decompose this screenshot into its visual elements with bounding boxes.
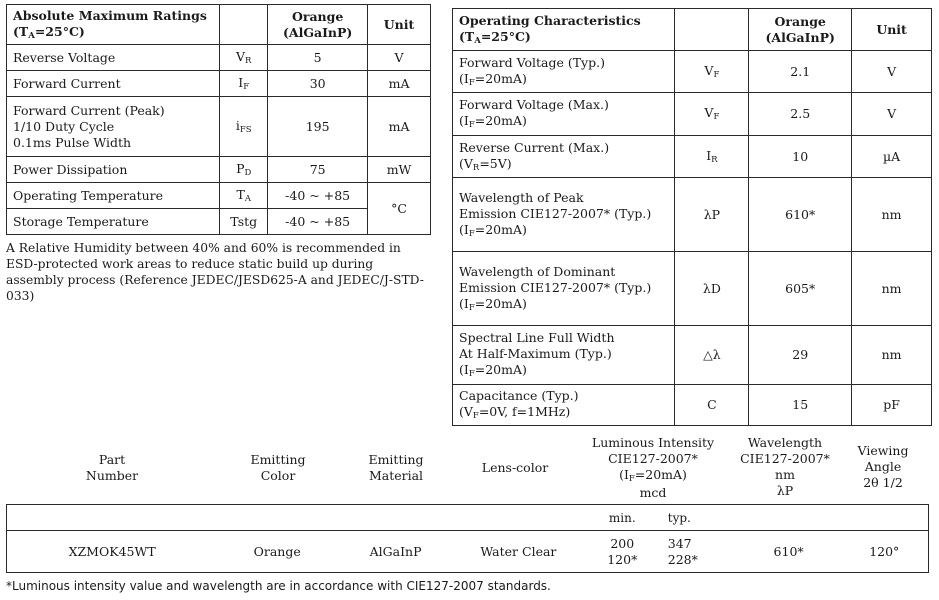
abs-param: Operating Temperature [7, 183, 220, 209]
part-selection-table [6, 504, 929, 573]
abs-param: Forward Current [7, 71, 220, 97]
lens-color: Water Clear [480, 543, 557, 559]
abs-value: -40 ~ +85 [268, 209, 368, 235]
absolute-maximum-ratings-table [6, 4, 431, 235]
abs-symbol: VR [220, 45, 268, 71]
abs-param: Power Dissipation [7, 157, 220, 183]
abs-symbol: PD [220, 157, 268, 183]
peak-wavelength: 610* [773, 543, 804, 559]
part-number: XZMOK45WT [68, 543, 156, 559]
abs-value: 5 [268, 45, 368, 71]
abs-param: Storage Temperature [7, 209, 220, 235]
op-col-unit: Unit [852, 9, 932, 51]
op-value: 610* [749, 178, 852, 252]
op-param: Spectral Line Full Width At Half-Maximum (Typ.) (IF=20mA) [453, 326, 675, 385]
col-typ: typ. [667, 510, 691, 525]
abs-value: -40 ~ +85 [268, 183, 368, 209]
op-value: 2.5 [749, 93, 852, 136]
abs-unit: mA [368, 97, 431, 157]
op-value: 29 [749, 326, 852, 385]
op-unit: nm [852, 252, 932, 326]
op-unit: pF [852, 385, 932, 426]
abs-unit: mW [368, 157, 431, 183]
operating-characteristics-table [452, 8, 932, 426]
luminous-typ: 347 228* [667, 535, 698, 567]
op-symbol: λP [675, 178, 749, 252]
abs-value: 75 [268, 157, 368, 183]
abs-symbol: TA [220, 183, 268, 209]
op-value: 605* [749, 252, 852, 326]
abs-unit: °C [368, 183, 431, 235]
op-unit: µA [852, 136, 932, 178]
op-symbol: VF [675, 93, 749, 136]
op-unit: nm [852, 326, 932, 385]
table-row [7, 531, 929, 573]
op-symbol: λD [675, 252, 749, 326]
subhead-spacer [7, 505, 583, 531]
abs-unit: mA [368, 71, 431, 97]
op-param: Capacitance (Typ.) (VF=0V, f=1MHz) [453, 385, 675, 426]
abs-symbol: Tstg [220, 209, 268, 235]
col-wavelength: Wavelength CIE127-2007* nm λP [740, 435, 830, 498]
col-min: min. [608, 510, 636, 525]
abs-param: Forward Current (Peak) 1/10 Duty Cycle 0.1ms Pulse Width [7, 97, 220, 157]
abs-unit: V [368, 45, 431, 71]
op-unit: nm [852, 178, 932, 252]
subhead-spacer-right [737, 505, 929, 531]
op-param: Wavelength of Dominant Emission CIE127-2007* (Typ.) (IF=20mA) [453, 252, 675, 326]
col-emitting-material: Emitting Material [368, 452, 424, 483]
op-unit: V [852, 51, 932, 93]
op-value: 2.1 [749, 51, 852, 93]
col-luminous-intensity: Luminous Intensity CIE127-2007* (IF=20mA) mcd [591, 435, 715, 500]
abs-col-unit: Unit [368, 5, 431, 45]
abs-col-orange: Orange (AlGaInP) [268, 5, 368, 45]
footnote: *Luminous intensity value and wavelength are in accordance with CIE127-2007 standards. [6, 579, 551, 593]
parts-header [0, 435, 939, 500]
op-symbol: △λ [675, 326, 749, 385]
abs-value: 30 [268, 71, 368, 97]
op-unit: V [852, 93, 932, 136]
op-table-title: Operating Characteristics (TA=25°C) [453, 9, 675, 51]
col-part-number: Part Number [85, 452, 139, 483]
op-value: 15 [749, 385, 852, 426]
viewing-angle: 120° [869, 543, 900, 559]
op-param: Forward Voltage (Max.) (IF=20mA) [453, 93, 675, 136]
emitting-material: AlGaInP [369, 543, 422, 559]
col-viewing-angle: Viewing Angle 2θ 1/2 [857, 443, 909, 490]
col-emitting-color: Emitting Color [250, 452, 306, 483]
abs-table-spacer [220, 5, 268, 45]
op-param: Reverse Current (Max.) (VR=5V) [453, 136, 675, 178]
op-col-orange: Orange (AlGaInP) [749, 9, 852, 51]
esd-note: A Relative Humidity between 40% and 60% is recommended in ESD-protected work areas to reduce static build up during assembly process (Reference JEDEC/JESD625-A and JEDEC/J-STD-033) [6, 241, 424, 303]
abs-symbol: IF [220, 71, 268, 97]
op-value: 10 [749, 136, 852, 178]
op-table-spacer [675, 9, 749, 51]
abs-param: Reverse Voltage [7, 45, 220, 71]
op-symbol: VF [675, 51, 749, 93]
col-lens-color: Lens-color [481, 460, 549, 475]
op-param: Forward Voltage (Typ.) (IF=20mA) [453, 51, 675, 93]
luminous-min: 200 120* [607, 535, 638, 567]
op-symbol: C [675, 385, 749, 426]
abs-value: 195 [268, 97, 368, 157]
emitting-color: Orange [253, 543, 301, 559]
op-symbol: IR [675, 136, 749, 178]
op-param: Wavelength of Peak Emission CIE127-2007* (Typ.) (IF=20mA) [453, 178, 675, 252]
abs-symbol: iFS [220, 97, 268, 157]
abs-table-title: Absolute Maximum Ratings (TA=25°C) [7, 5, 220, 45]
